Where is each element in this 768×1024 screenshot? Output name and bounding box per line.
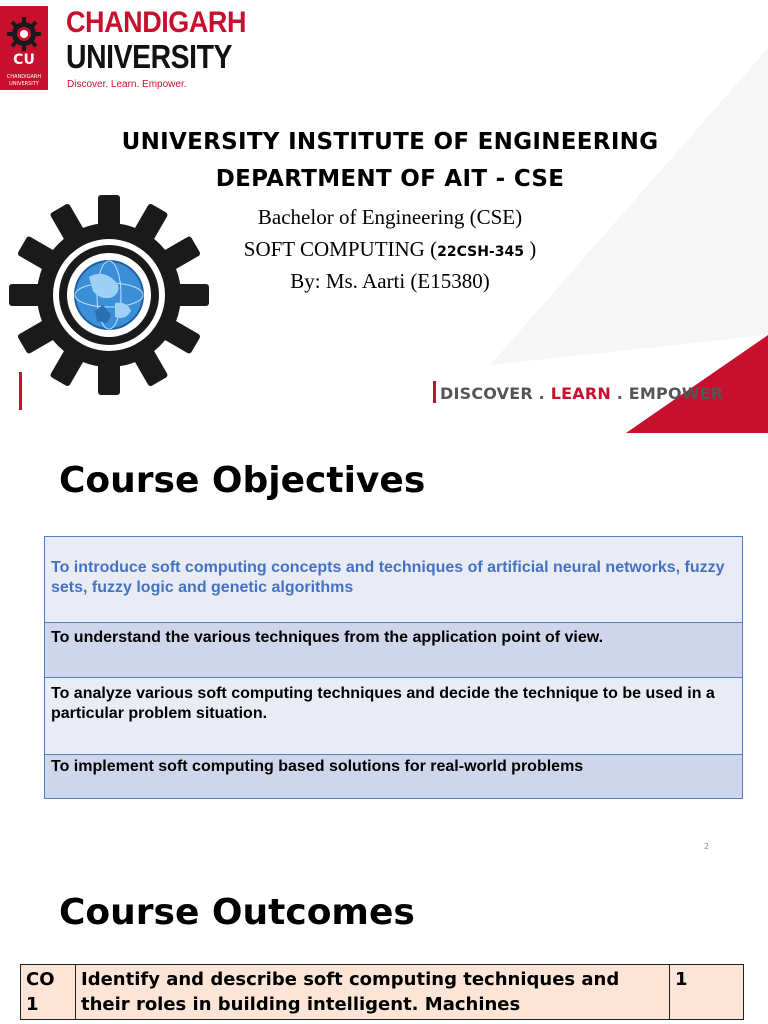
accent-bar [19, 372, 22, 410]
badge-sub-line2: UNIVERSITY [9, 81, 39, 87]
course-prefix: SOFT COMPUTING ( [243, 237, 438, 261]
objectives-slide [0, 433, 768, 863]
course-suffix: ) [523, 237, 537, 261]
motto-learn: LEARN [550, 384, 611, 403]
university-name-line2: UNIVERSITY [66, 38, 233, 75]
author-line: By: Ms. Aarti (E15380) [290, 269, 490, 293]
motto-discover: DISCOVER . [440, 384, 551, 403]
objective-row: To understand the various techniques from the application point of view. [45, 622, 742, 677]
badge-sub-line1: CHANDIGARH [6, 74, 42, 80]
motto-empower: . EMPOWER [610, 384, 724, 403]
outcomes-heading: Course Outcomes [59, 892, 415, 933]
motto [433, 381, 723, 403]
outcome-id: CO 1 [21, 965, 76, 1020]
outcomes-table [20, 964, 744, 1020]
university-tagline: Discover. Learn. Empower. [67, 79, 187, 90]
outcome-text: Identify and describe soft computing techniques and their roles in building intelligent. Machines [76, 965, 670, 1020]
objective-row: To introduce soft computing concepts and techniques of artificial neural networks, fuzzy sets, fuzzy logic and genetic algorithms [45, 537, 742, 622]
course-code: 22CSH-345 [437, 244, 524, 260]
objective-row: To implement soft computing based solutions for real-world problems [45, 754, 742, 798]
cu-logo-badge [0, 6, 48, 90]
degree-line: Bachelor of Engineering (CSE) [257, 205, 523, 229]
outcome-level: 1 [670, 965, 744, 1020]
motto-accent-bar [433, 381, 436, 403]
gear-icon [6, 16, 42, 52]
gear-globe-icon [0, 192, 218, 398]
badge-cu-text: CU [13, 52, 35, 68]
title-slide [0, 0, 768, 433]
university-name-line1: CHANDIGARH [66, 6, 246, 39]
objectives-table [44, 536, 743, 799]
outcomes-slide [0, 863, 768, 1024]
page-number: 2 [704, 842, 710, 851]
department-title: DEPARTMENT OF AIT - CSE [215, 166, 565, 192]
table-row [21, 965, 744, 1020]
institute-title: UNIVERSITY INSTITUTE OF ENGINEERING [121, 129, 659, 155]
objective-row: To analyze various soft computing techniques and decide the technique to be used in a particular problem situation. [45, 677, 742, 754]
objectives-heading: Course Objectives [59, 460, 426, 501]
